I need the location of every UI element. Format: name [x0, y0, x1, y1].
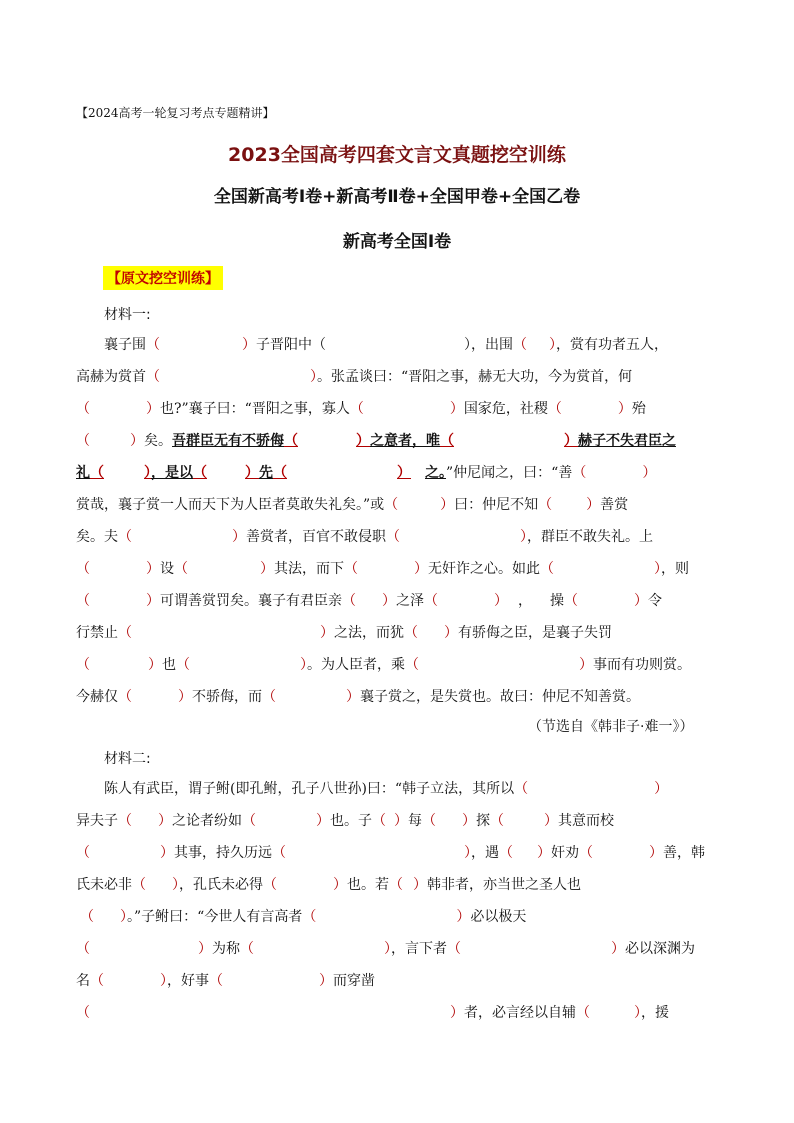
m2-line-7: 名（ ），好事（ ）而穿凿 — [76, 973, 375, 989]
text-seg: 每 — [408, 813, 422, 829]
text-seg: 也 — [162, 657, 176, 673]
m1-line-12: 今赫仅（ ）不骄侮，而（ ）襄子赏之，是失赏也。故曰：仲尼不知善赏。 — [76, 689, 640, 705]
text-seg: 为称 — [212, 941, 240, 957]
m1-line-6: 赏哉，襄子赏一人而天下为人臣者莫敢失礼矣。”或（ ）曰：仲尼不知（ ）善赏 — [76, 497, 629, 513]
m2-line-6: （ ）为称（ ），言下者（ ）必以深渊为 — [76, 941, 695, 957]
text-seg: 异夫子 — [76, 813, 118, 829]
text-seg: 之泽 — [396, 593, 424, 609]
m2-line-3: （ ）其事，持久历远（ ），遇（ ）奸劝（ ）善，韩 — [76, 845, 705, 861]
text-seg: 曰：仲尼不知 — [454, 497, 539, 513]
text-seg: 也。子 — [330, 813, 372, 829]
text-seg: ，赏有功者五人， — [556, 337, 668, 353]
header-tag: 【2024高考一轮复习考点专题精讲】 — [76, 106, 275, 120]
text-seg: 其法，而下 — [274, 561, 344, 577]
m2-line-2: 异夫子（ ）之论者纷如（ ）也。子（ ）每（ ）探（ ）其意而校 — [76, 813, 614, 829]
page-title: 2023全国高考四套文言文真题挖空训练 — [228, 144, 566, 166]
material1-label: 材料一: — [104, 307, 151, 323]
m1-line-4: （ ）矣。吾群臣无有不骄侮（ ）之意者，唯（ ）赫子不失君臣之 — [76, 433, 676, 449]
text-seg: ，则 — [661, 561, 689, 577]
text-seg: 矣。夫 — [76, 529, 118, 545]
text-seg: 不骄侮，而 — [192, 689, 262, 705]
text-seg: 者，必言经以自辅 — [464, 1005, 576, 1021]
text-seg: 襄子围 — [104, 337, 146, 353]
text-seg: 必以极天 — [470, 909, 527, 925]
text-seg: ，孔氏未必得 — [179, 877, 263, 893]
text-seg: 探 — [476, 813, 490, 829]
text-seg: 事而有功则赏。 — [593, 657, 691, 673]
text-seg: 其意而校 — [558, 813, 614, 829]
text-seg: 。为人臣者，乘 — [307, 657, 405, 673]
m1-line-11: （ ）也（ ）。为人臣者，乘（ ）事而有功则赏。 — [76, 657, 691, 673]
text-seg: 赏哉，襄子赏一人而天下为人臣者莫敢失礼矣。”或 — [76, 497, 385, 513]
m2-line-4: 氏未必非（ ），孔氏未必得（ ）也。若（ ）韩非者，亦当世之圣人也 — [76, 877, 581, 893]
text-seg: 令 — [648, 593, 662, 609]
text-seg: ，遇 — [471, 845, 499, 861]
section-tag: 【原文挖空训练】 — [103, 266, 223, 290]
text-seg: 国家危，社稷 — [463, 401, 548, 417]
text-seg: 善赏者，百官不敢侵职 — [246, 529, 386, 545]
text-seg: 设 — [160, 561, 174, 577]
m1-line-2: 高赫为赏首（ ）。张孟谈曰：“晋阳之事，赫无大功，今为赏首，何 — [76, 369, 633, 385]
underlined-sentence: 赫子不失君臣之 — [578, 433, 676, 449]
text-seg: 。张孟谈曰：“晋阳之事，赫无大功，今为赏首，何 — [317, 369, 633, 385]
m1-line-7: 矣。夫（ ）善赏者，百官不敢侵职（ ），群臣不敢失礼。上 — [76, 529, 653, 545]
text-seg: 也。若 — [347, 877, 389, 893]
text-seg: 而穿凿 — [333, 973, 375, 989]
text-seg: 善，韩 — [663, 845, 705, 861]
m1-line-5: 礼（ ），是以（ ）先（ ） 之。”仲尼闻之，曰：“善（ ） — [76, 465, 657, 481]
text-seg: 也?”襄子曰：“晋阳之事，寡人 — [160, 401, 350, 417]
text-seg: 名 — [76, 973, 90, 989]
text-seg: 。”子鲋曰：“今世人有言高者 — [127, 909, 303, 925]
m1-line-3: （ ）也?”襄子曰：“晋阳之事，寡人（ ）国家危，社稷（ ）殆 — [76, 401, 646, 417]
text-seg: 行禁止 — [76, 625, 118, 641]
underlined-sentence: 礼 — [76, 465, 90, 481]
material2-label: 材料二: — [104, 751, 151, 767]
text-seg: 陈人有武臣，谓子鲋(即孔鲋，孔子八世孙)曰：“韩子立法，其所以 — [104, 781, 515, 797]
text-seg: 操 — [550, 593, 564, 609]
m1-line-9: （ ）可谓善赏罚矣。襄子有君臣亲（ ）之泽（ ） ， 操（ ）令 — [76, 593, 662, 609]
text-seg: 之论者纷如 — [172, 813, 242, 829]
paper-title: 新高考全国Ⅰ卷 — [342, 232, 452, 252]
source-note: （节选自《韩非子·难一》） — [528, 719, 694, 735]
text-seg: ， — [518, 593, 532, 609]
m1-line-1: 襄子围（ ）子晋阳中（ ），出围（ ），赏有功者五人， — [104, 337, 668, 353]
text-seg: 高赫为赏首 — [76, 369, 146, 385]
text-seg: 殆 — [631, 401, 646, 417]
text-seg: 其事，持久历远 — [174, 845, 272, 861]
text-seg: 今赫仅 — [76, 689, 118, 705]
m1-line-10: 行禁止（ ）之法，而犹（ ）有骄侮之臣，是襄子失罚 — [76, 625, 612, 641]
text-seg: 有骄侮之臣，是襄子失罚 — [458, 625, 612, 641]
m1-line-8: （ ）设（ ）其法，而下（ ）无奸诈之心。如此（ ），则 — [76, 561, 689, 577]
text-seg: 襄子赏之，是失赏也。故曰：仲尼不知善赏。 — [360, 689, 640, 705]
text-seg: ，出围 — [471, 337, 513, 353]
text-seg: 之法，而犹 — [334, 625, 404, 641]
text-seg: ，言下者 — [391, 941, 447, 957]
text-seg: 子晋阳中 — [256, 337, 312, 353]
text-seg: 奸劝 — [551, 845, 579, 861]
text-seg: 韩非者，亦当世之圣人也 — [427, 877, 581, 893]
m2-line-8: （ ）者，必言经以自辅（ ），援 — [76, 1005, 669, 1021]
text-seg: ，好事 — [167, 973, 209, 989]
text-seg: ，援 — [641, 1005, 669, 1021]
underlined-sentence: 之。 — [425, 465, 446, 481]
subtitle: 全国新高考Ⅰ卷+新高考Ⅱ卷+全国甲卷+全国乙卷 — [213, 187, 581, 207]
m2-line-5: （ ）。”子鲋曰：“今世人有言高者（ ）必以极天 — [80, 909, 527, 925]
text-seg: 无奸诈之心。如此 — [428, 561, 540, 577]
text-seg: 矣。 — [144, 433, 172, 449]
underlined-sentence: 吾群臣无有不骄侮 — [172, 433, 284, 449]
text-seg: 氏未必非 — [76, 877, 132, 893]
m2-line-1: 陈人有武臣，谓子鲋(即孔鲋，孔子八世孙)曰：“韩子立法，其所以（ ） — [104, 781, 669, 797]
text-seg: 可谓善赏罚矣。襄子有君臣亲 — [160, 593, 342, 609]
underlined-sentence: ，是以 — [151, 465, 193, 481]
text-seg: 必以深渊为 — [625, 941, 695, 957]
underlined-sentence: 之意者，唯 — [370, 433, 440, 449]
underlined-sentence: 先 — [259, 465, 273, 481]
text-seg: 善赏 — [600, 497, 629, 513]
text-seg: ，群臣不敢失礼。上 — [527, 529, 653, 545]
text-seg: ”仲尼闻之，曰：“善 — [446, 465, 573, 481]
